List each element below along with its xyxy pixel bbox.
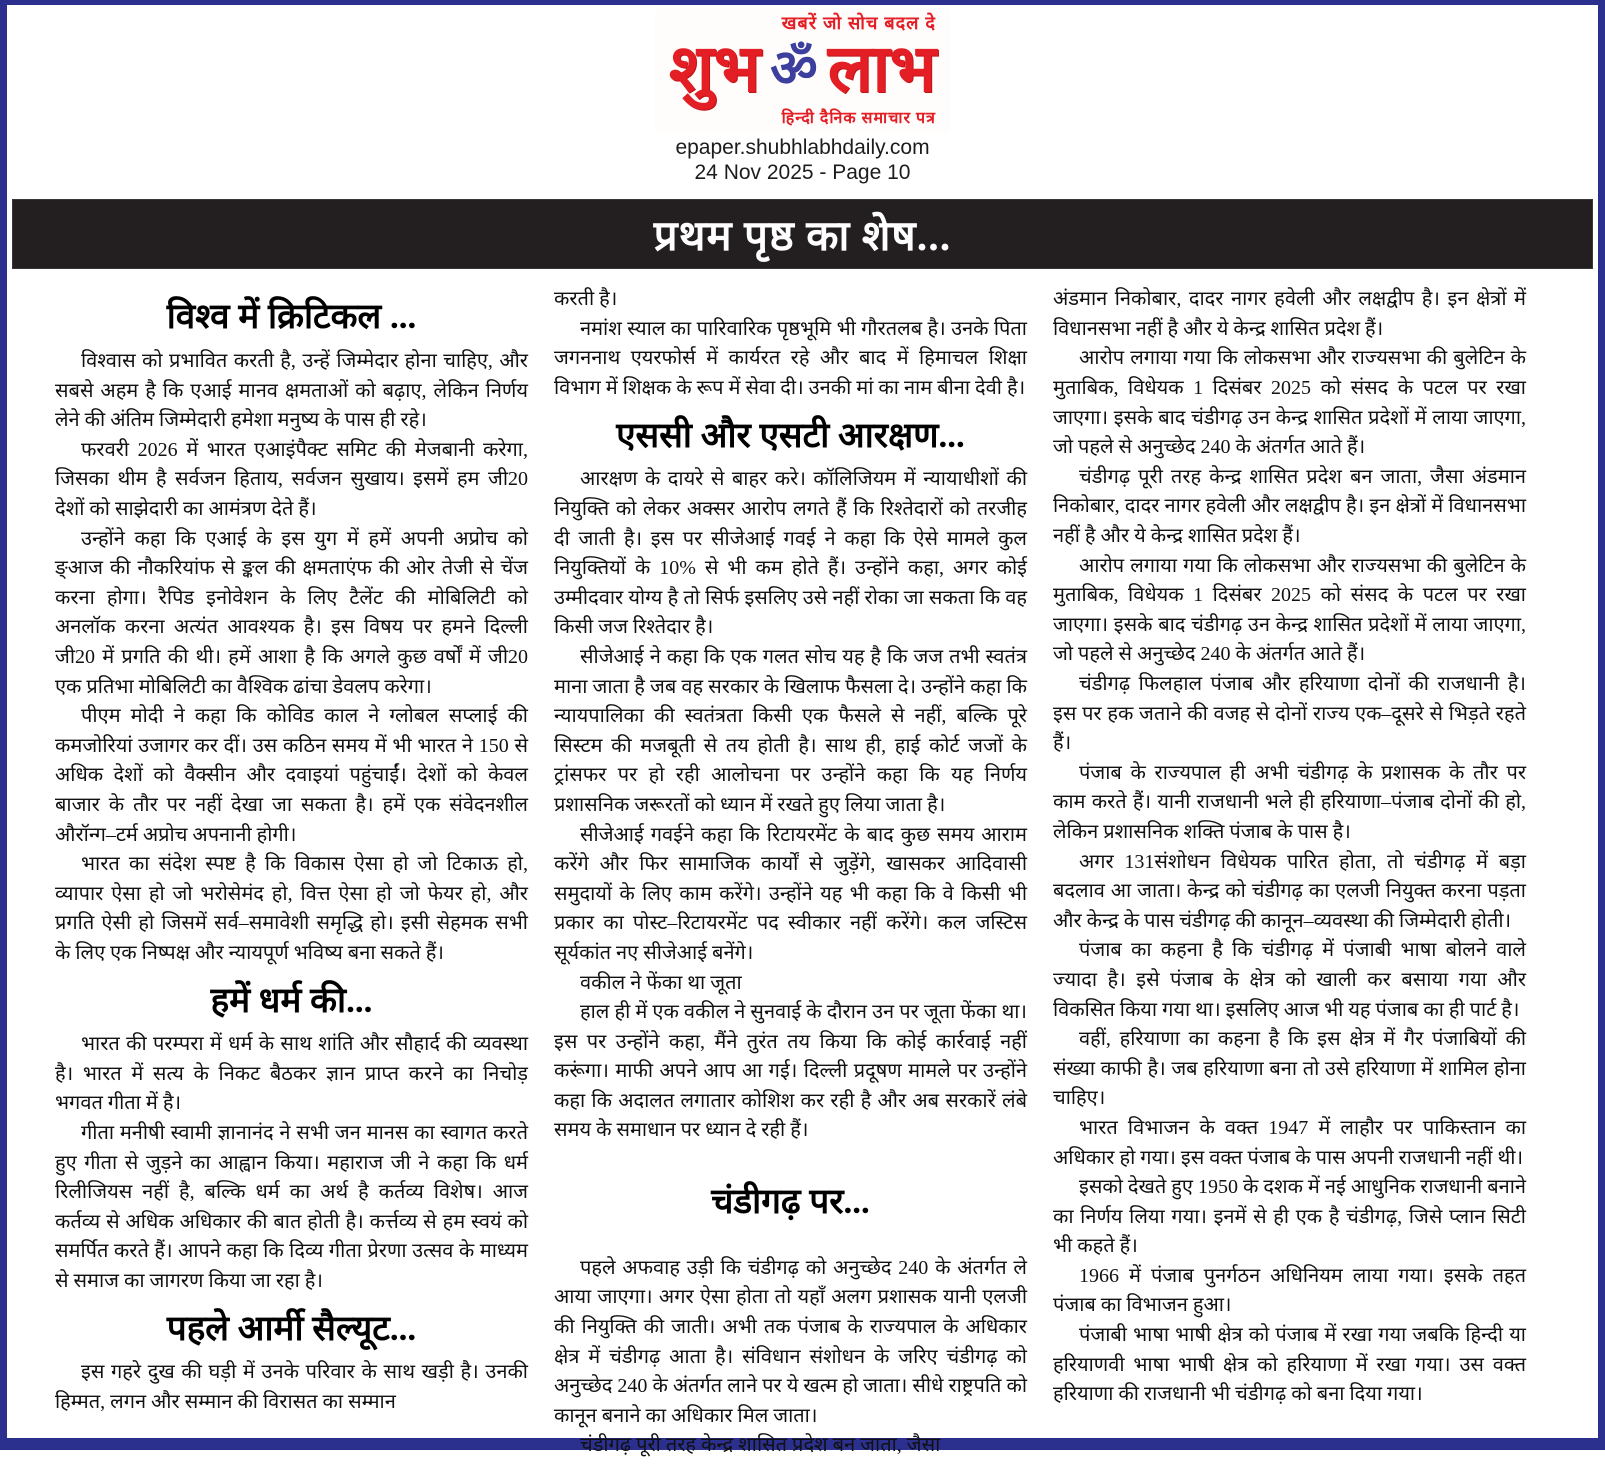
article-paragraph: फरवरी 2026 में भारत एआइंपैक्ट समिट की मेजबानी करेगा, जिसका थीम है सर्वजन हिताय, सर्वजन सुखाय। इसमें हम जी20 देशों को साझेदारी का आमंत्रण देते हैं। — [55, 438, 528, 521]
article-paragraph: वहीं, हरियाणा का कहना है कि इस क्षेत्र में गैर पंजाबियों की संख्या काफी है। जब हरियाणा बना तो उसे हरियाणा में शामिल होना चाहिए। — [1053, 1028, 1526, 1110]
article-paragraph: भारत का संदेश स्पष्ट है कि विकास ऐसा हो जो टिकाऊ हो, व्यापार ऐसा हो जो भरोसेमंद हो, वित्त ऐसा हो जो फेयर हो, और प्रगति ऐसी हो जिसमें सर्व–समावेशी समृद्धि हो। इसी सेहमक सभी के लिए एक निष्पक्ष और न्यायपूर्ण भविष्य बना सकते हैं। — [55, 853, 528, 964]
article-paragraph: पंजाबी भाषा भाषी क्षेत्र को पंजाब में रखा गया जबकि हिन्दी या हरियाणवी भाषा भाषी क्षेत्र को हरियाणा में रखा गया। उस वक्त हरियाणा की राजधानी भी चंडीगढ़ को बना दिया गया। — [1053, 1324, 1526, 1406]
article-headline: पहले आर्मी सैल्यूट... — [166, 1308, 417, 1348]
article-paragraph: पंजाब के राज्यपाल ही अभी चंडीगढ़ के प्रशासक के तौर पर काम करते हैं। यानी राजधानी भले ही हरियाणा–पंजाब दोनों की हो, लेकिन प्रशासनिक शक्ति पंजाब के पास है। — [1053, 761, 1526, 843]
article-paragraph: चंडीगढ़ पूरी तरह केन्द्र शासित प्रदेश बन जाता, जैसा — [580, 1434, 941, 1457]
news-column-3 — [1053, 285, 1526, 1461]
article-paragraph: इस गहरे दुख की घड़ी में उनके परिवार के साथ खड़ी है। उनकी हिम्मत, लगन और सम्मान की विरासत का सम्मान — [55, 1361, 528, 1413]
article-paragraph: आरोप लगाया गया कि लोकसभा और राज्यसभा की बुलेटिन के मुताबिक, विधेयक 1 दिसंबर 2025 को संसद के पटल पर रखा जाएगा। इसके बाद चंडीगढ़ उन केन्द्र शासित प्रदेशों में लाया जाएगा, जो पहले से अनुच्छेद 240 के अंतर्गत आते हैं। — [1053, 347, 1526, 459]
article-paragraph: सीजेआई ने कहा कि एक गलत सोच यह है कि जज तभी स्वतंत्र माना जाता है जब वह सरकार के खिलाफ फैसला दे। उन्होंने कहा कि न्यायपालिका की स्वतंत्रता किसी एक फैसले से नहीं, बल्कि पूरे सिस्टम की मजबूती से तय होती है। साथ ही, हाई कोर्ट जजों के ट्रांसफर पर हो रही आलोचना पर उन्होंने कहा कि यह निर्णय प्रशासनिक जरूरतों को ध्यान में रखते हुए लिया जाता है। — [554, 645, 1027, 816]
continuation-banner-title: प्रथम पृष्ठ का शेष... — [653, 213, 952, 260]
article-paragraph: हाल ही में एक वकील ने सुनवाई के दौरान उन पर जूता फेंका था। इस पर उन्होंने कहा, मैंने तुरंत तय किया कि कोई कार्रवाई नहीं करूंगा। माफी अपने आप आ गई। दिल्ली प्रदूषण मामले पर उन्होंने कहा कि अदालत लगातार कोशिश कर रही है और अब सरकारें लंबे समय के समाधान पर ध्यान दे रही हैं। — [554, 1001, 1027, 1142]
ganesha-om-icon: ॐ — [770, 40, 818, 98]
date-page-label: 24 Nov 2025 - Page 10 — [694, 161, 911, 185]
logo-tagline: खबरें जो सोच बदल दे — [781, 13, 936, 33]
article-paragraph: चंडीगढ़ पूरी तरह केन्द्र शासित प्रदेश बन जाता, जैसा अंडमान निकोबार, दादर नागर हवेली और लक्षद्वीप है। इन क्षेत्रों में विधानसभा नहीं है और ये केन्द्र शासित प्रदेश हैं। — [1053, 465, 1526, 548]
article-paragraph: भारत विभाजन के वक्त 1947 में लाहौर पर पाकिस्तान का अधिकार हो गया। इस वक्त पंजाब के पास अपनी राजधानी नहीं थी। — [1053, 1116, 1526, 1169]
article-paragraph-continuation: अंडमान निकोबार, दादर नागर हवेली और लक्षद्वीप है। इन क्षेत्रों में विधानसभा नहीं है और ये केन्द्र शासित प्रदेश हैं। — [1053, 288, 1526, 340]
logo-word-labh: लाभ — [827, 33, 936, 106]
logo-word-shubh: शुभ — [669, 33, 761, 106]
newspaper-page — [7, 5, 1598, 1457]
article-headline: हमें धर्म की... — [210, 980, 373, 1020]
article-paragraph: उन्होंने कहा कि एआई के इस युग में हमें अपनी अप्रोच को ङ्आज की नौकरियांफ से ङ्कल की क्षमताएंफ की ओर तेजी से चेंज करना होगा। रैपिड इनोवेशन के लिए टैलेंट की मोबिलिटी को अनलॉक करना अत्यंत आवश्यक है। इस विषय पर हमने दिल्ली जी20 में प्रगति की थी। हमें आशा है कि अगले कुछ वर्षों में जी20 एक प्रतिभा मोबिलिटी का वैश्विक ढांचा डेवलप करेगा। — [55, 527, 528, 698]
article-paragraph: विश्वास को प्रभावित करती है, उन्हें जिम्मेदार होना चाहिए, और सबसे अहम है कि एआई मानव क्षमताओं को बढ़ाए, लेकिन निर्णय लेने की अंतिम जिम्मेदारी हमेशा मनुष्य के पास ही रहे। — [55, 350, 528, 432]
article-headline: विश्व में क्रिटिकल ... — [166, 297, 417, 337]
article-paragraph: नमांश स्याल का पारिवारिक पृष्ठभूमि भी गौरतलब है। उनके पिता जगननाथ एयरफोर्स में कार्यरत रहे और बाद में हिमाचल शिक्षा विभाग में शिक्षक के रूप में सेवा दी। उनकी मां का नाम बीना देवी है। — [554, 317, 1027, 400]
article-paragraph: आरक्षण के दायरे से बाहर करे। कॉलिजियम में न्यायाधीशों की नियुक्ति को लेकर अक्सर आरोप लगते हैं कि रिश्तेदारों को तरजीह दी जाती है। इस पर सीजेआई गवई ने कहा कि ऐसे मामले कुल नियुक्तियों के 10% से भी कम होते हैं। उन्होंने कहा, अगर कोई उम्मीदवार योग्य है तो सिर्फ इसलिए उसे नहीं रोका जा सकता कि वह किसी जज रिश्तेदार है। — [554, 468, 1027, 639]
article-paragraph: वकील ने फेंका था जूता — [580, 971, 742, 994]
article-paragraph: इसको देखते हुए 1950 के दशक में नई आधुनिक राजधानी बनाने का निर्णय लिया गया। इनमें से ही एक है चंडीगढ़, जिसे प्लान सिटी भी कहते हैं। — [1053, 1176, 1526, 1258]
article-paragraph: भारत की परम्परा में धर्म के साथ शांति और सौहार्द की व्यवस्था है। भारत में सत्य के निकट बैठकर ज्ञान प्राप्त करने का निचोड़ भगवत गीता में है। — [55, 1033, 528, 1115]
epaper-url: epaper.shubhlabhdaily.com — [675, 136, 930, 160]
article-headline: एससी और एसटी आरक्षण... — [616, 415, 965, 455]
article-paragraph: 1966 में पंजाब पुनर्गठन अधिनियम लाया गया। इसके तहत पंजाब का विभाजन हुआ। — [1053, 1264, 1526, 1317]
article-paragraph: अगर 131संशोधन विधेयक पारित होता, तो चंडीगढ़ में बड़ा बदलाव आ जाता। केन्द्र को चंडीगढ़ का एलजी नियुक्त करना पड़ता और केन्द्र के पास चंडीगढ़ की कानून–व्यवस्था की जिम्मेदारी होती। — [1053, 850, 1526, 932]
news-column-1 — [55, 285, 528, 1461]
article-columns — [7, 269, 1598, 1467]
continuation-banner — [12, 199, 1593, 269]
article-paragraph: सीजेआई गवईने कहा कि रिटायरमेंट के बाद कुछ समय आराम करेंगे और फिर सामाजिक कार्यों से जुड़ेंगे, खासकर आदिवासी समुदायों के लिए काम करेंगे। उन्होंने यह भी कहा कि वे किसी भी प्रकार का पोस्ट–रिटायरमेंट पद स्वीकार नहीं करेंगे। कल जस्टिस सूर्यकांत नए सीजेआई बनेंगे। — [554, 823, 1027, 964]
news-column-2 — [554, 285, 1027, 1461]
logo-row — [669, 35, 936, 104]
article-paragraph: आरोप लगाया गया कि लोकसभा और राज्यसभा की बुलेटिन के मुताबिक, विधेयक 1 दिसंबर 2025 को संसद के पटल पर रखा जाएगा। इसके बाद चंडीगढ़ उन केन्द्र शासित प्रदेशों में लाया जाएगा, जो पहले से अनुच्छेद 240 के अंतर्गत आते हैं। — [1053, 554, 1526, 666]
article-headline: चंडीगढ़ पर... — [711, 1182, 870, 1222]
masthead — [7, 5, 1598, 185]
article-paragraph-continuation: करती है। — [554, 288, 618, 311]
article-paragraph: चंडीगढ़ फिलहाल पंजाब और हरियाणा दोनों की राजधानी है। इस पर हक जताने की वजह से दोनों राज्य एक–दूसरे से भिड़ते रहते हैं। — [1053, 673, 1526, 755]
article-paragraph: पहले अफवाह उड़ी कि चंडीगढ़ को अनुच्छेद 240 के अंतर्गत ले आया जाएगा। अगर ऐसा होता तो यहाँ अलग प्रशासक यानी एलजी की नियुक्ति की जाती। अभी तक पंजाब के राज्यपाल के अधिकार क्षेत्र में चंडीगढ़ आता है। संविधान संशोधन के जरिए चंडीगढ़ को अनुच्छेद 240 के अंतर्गत लाने पर ये खत्म हो जाता। सीधे राष्ट्रपति को कानून बनाने का अधिकार मिल जाता। — [554, 1256, 1027, 1427]
newspaper-logo — [655, 9, 950, 132]
article-paragraph: गीता मनीषी स्वामी ज्ञानानंद ने सभी जन मानस का स्वागत करते हुए गीता से जुड़ने का आह्वान किया। महाराज जी ने कहा कि धर्म रिलीजियस नहीं है, बल्कि धर्म का अर्थ है कर्तव्य विशेष। आज कर्तव्य से अधिक अधिकार की बात होती है। कर्त्तव्य से हम स्वयं को समर्पित करते हैं। आपने कहा कि दिव्य गीता प्रेरणा उत्सव के माध्यम से समाज का जागरण किया जा रहा है। — [55, 1122, 528, 1293]
article-paragraph: पीएम मोदी ने कहा कि कोविड काल ने ग्लोबल सप्लाई की कमजोरियां उजागर कर दीं। उस कठिन समय में भी भारत ने 150 से अधिक देशों को वैक्सीन और दवाइयां पहुंचाईं। देशों को केवल बाजार के तौर पर नहीं देखा जा सकता है। हमें एक संवेदनशील औरॉन्ग–टर्म अप्रोच अपनानी होगी। — [55, 705, 528, 846]
logo-subtitle: हिन्दी दैनिक समाचार पत्र — [781, 110, 936, 128]
article-paragraph: पंजाब का कहना है कि चंडीगढ़ में पंजाबी भाषा बोलने वाले ज्यादा है। इसे पंजाब के क्षेत्र को खाली कर बसाया गया और विकसित किया गया था। इसलिए आज भी यह पंजाब का ही पार्ट है। — [1053, 939, 1526, 1021]
